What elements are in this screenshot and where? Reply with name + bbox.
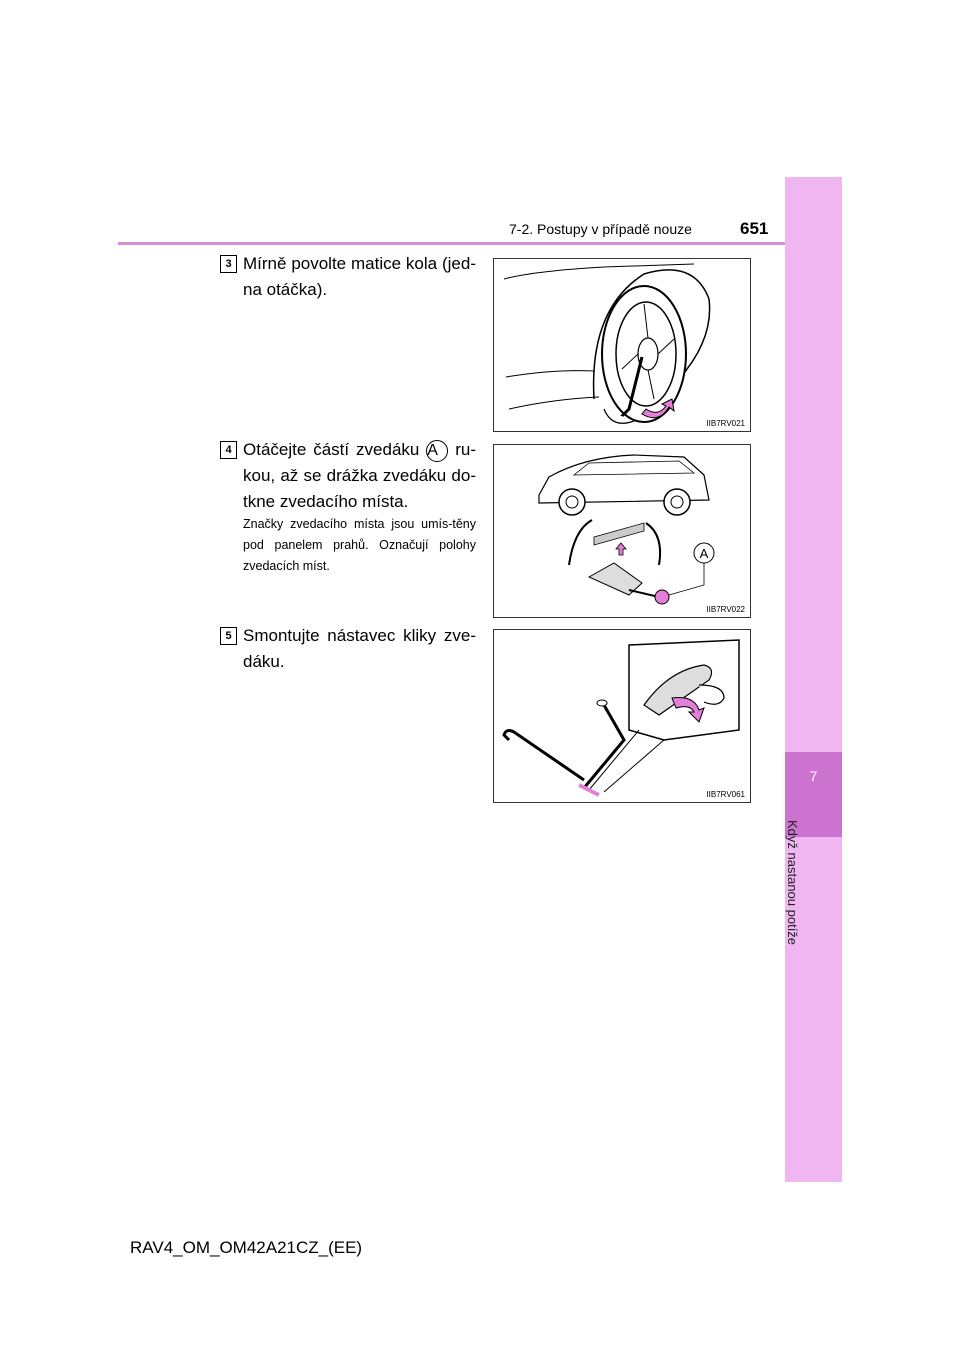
step-number-5: 5 xyxy=(220,627,237,645)
car-jack-illustration xyxy=(494,445,750,617)
figure-code-3: IIB7RV061 xyxy=(706,790,745,799)
figure-code-1: IIB7RV021 xyxy=(706,419,745,428)
step-4-text xyxy=(243,437,476,515)
chapter-side-tab xyxy=(785,177,842,1182)
step-number-4: 4 xyxy=(220,441,237,459)
step-3-text: Mírně povolte matice kola (jed-na otáčka). xyxy=(243,254,476,299)
document-code: RAV4_OM_OM42A21CZ_(EE) xyxy=(130,1238,363,1257)
page-number: 651 xyxy=(740,219,769,238)
figure-car-jack xyxy=(493,444,751,618)
step-4-text-before: Otáčejte částí zvedáku xyxy=(243,440,420,459)
step-5-text: Smontujte nástavec kliky zve-dáku. xyxy=(243,626,476,671)
chapter-number: 7 xyxy=(809,768,818,784)
figure-jack-handle xyxy=(493,629,751,803)
section-title: 7-2. Postupy v případě nouze xyxy=(509,221,692,237)
step-number-3: 3 xyxy=(220,255,237,273)
step-4-text-after: ru-kou, až se drážka zvedáku do-tkne zvedacího místa. xyxy=(243,440,476,511)
step-4-note: Značky zvedacího místa jsou umís-těny pod panelem prahů. Označují polohy zvedacích míst. xyxy=(243,517,476,573)
figure-callout-a: A xyxy=(699,546,709,561)
figure-code-2: IIB7RV022 xyxy=(706,605,745,614)
figure-wheel-nut xyxy=(493,258,751,432)
chapter-title: Když nastanou potíže xyxy=(785,820,800,946)
jack-handle-extension-illustration xyxy=(494,630,750,802)
header-rule xyxy=(118,242,785,245)
callout-a-label: A xyxy=(426,440,448,462)
wheel-nut-wrench-illustration xyxy=(494,259,750,431)
